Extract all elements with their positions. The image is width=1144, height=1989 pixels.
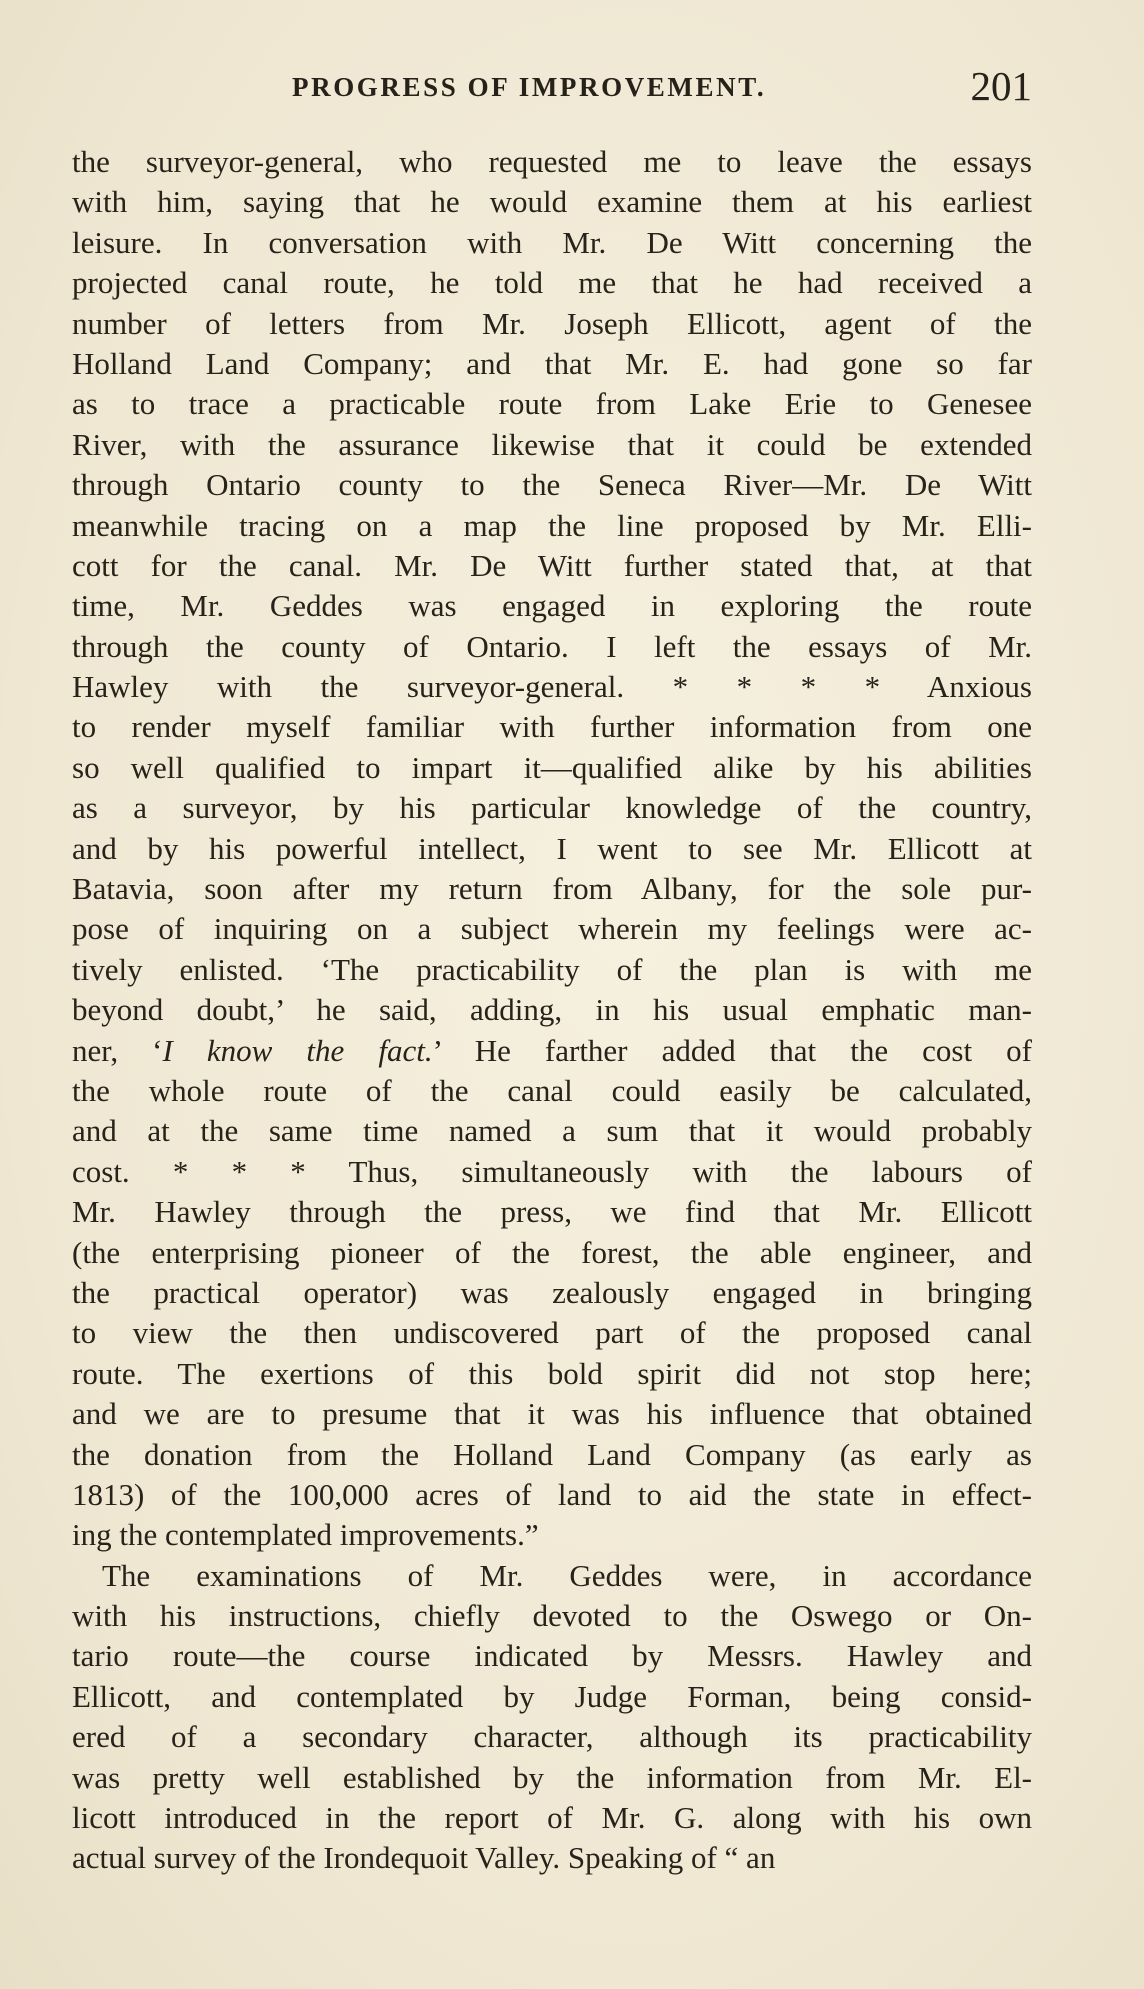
text-line: Ellicott, and contemplated by Judge Forman, being consid- xyxy=(72,1678,1032,1714)
text-line: as a surveyor, by his particular knowledge of the country, xyxy=(72,790,1032,826)
running-head xyxy=(72,62,1040,118)
text-line: the whole route of the canal could easily be calculated, xyxy=(72,1072,1032,1108)
text-line: through Ontario county to the Seneca River—Mr. De Witt xyxy=(72,467,1032,503)
text-line: pose of inquiring on a subject wherein my feelings were ac- xyxy=(72,911,1032,947)
text-line: route. The exertions of this bold spirit did not stop here; xyxy=(72,1355,1032,1391)
text-line: 1813) of the 100,000 acres of land to aid the state in effect- xyxy=(72,1476,1032,1512)
text-line: so well qualified to impart it—qualified alike by his abilities xyxy=(72,749,1032,785)
text-line: through the county of Ontario. I left the essays of Mr. xyxy=(72,628,1032,664)
text-line: (the enterprising pioneer of the forest, the able engineer, and xyxy=(72,1234,1032,1270)
text-line: the donation from the Holland Land Company (as early as xyxy=(72,1436,1032,1472)
text-line: cott for the canal. Mr. De Witt further stated that, at that xyxy=(72,547,1032,583)
text-line: beyond doubt,’ he said, adding, in his usual emphatic man- xyxy=(72,992,1032,1028)
text-line: number of letters from Mr. Joseph Ellicott, agent of the xyxy=(72,305,1032,341)
text-line: ing the contemplated improvements.” xyxy=(72,1517,539,1553)
text-line: to render myself familiar with further information from one xyxy=(72,709,1032,745)
italic-quote: I know the fact. xyxy=(162,1032,433,1068)
text-line: Mr. Hawley through the press, we find that Mr. Ellicott xyxy=(72,1194,1032,1230)
text-line: cost. * * * Thus, simultaneously with the labours of xyxy=(72,1153,1032,1189)
text-line: to view the then undiscovered part of the proposed canal xyxy=(72,1315,1032,1351)
text-line: the surveyor-general, who requested me to leave the essays xyxy=(72,144,1032,179)
text-line: licott introduced in the report of Mr. G. along with his own xyxy=(72,1800,1032,1836)
text-line: River, with the assurance likewise that it could be extended xyxy=(72,426,1032,462)
text-line: Batavia, soon after my return from Albany, for the sole pur- xyxy=(72,871,1032,907)
text-line: Hawley with the surveyor-general. * * * * Anxious xyxy=(72,669,1032,705)
text-line: with his instructions, chiefly devoted to the Oswego or On- xyxy=(72,1598,1032,1634)
text-line: and by his powerful intellect, I went to see Mr. Ellicott at xyxy=(72,830,1032,866)
text-line: and at the same time named a sum that it would probably xyxy=(72,1113,1032,1149)
body-text xyxy=(72,142,1032,1879)
text-line: actual survey of the Irondequoit Valley. Speaking of “ an xyxy=(72,1840,776,1876)
text-line: tively enlisted. ‘The practicability of the plan is with me xyxy=(72,951,1032,987)
text-line: tario route—the course indicated by Messrs. Hawley and xyxy=(72,1638,1032,1674)
text-line: projected canal route, he told me that he had received a xyxy=(72,265,1032,301)
running-head-title: PROGRESS OF IMPROVEMENT. xyxy=(292,72,767,102)
text-line: the practical operator) was zealously engaged in bringing xyxy=(72,1274,1032,1310)
text-line xyxy=(72,1031,1032,1071)
text-line: The examinations of Mr. Geddes were, in accordance xyxy=(102,1557,1032,1593)
text-line: Holland Land Company; and that Mr. E. had gone so far xyxy=(72,345,1032,381)
text-line: time, Mr. Geddes was engaged in exploring the route xyxy=(72,588,1032,624)
text-line: meanwhile tracing on a map the line proposed by Mr. Elli- xyxy=(72,507,1032,543)
text-line: as to trace a practicable route from Lake Erie to Genesee xyxy=(72,386,1032,422)
text-line: leisure. In conversation with Mr. De Witt concerning the xyxy=(72,224,1032,260)
text-segment: ’ He farther added that the cost of xyxy=(432,1032,1033,1068)
text-line: and we are to presume that it was his influence that obtained xyxy=(72,1396,1032,1432)
page-number: 201 xyxy=(970,63,1032,109)
text-line: ered of a secondary character, although its practicability xyxy=(72,1719,1032,1755)
text-line: with him, saying that he would examine them at his earliest xyxy=(72,184,1032,220)
text-line: was pretty well established by the information from Mr. El- xyxy=(72,1759,1032,1795)
text-segment: ner, ‘ xyxy=(72,1032,163,1068)
